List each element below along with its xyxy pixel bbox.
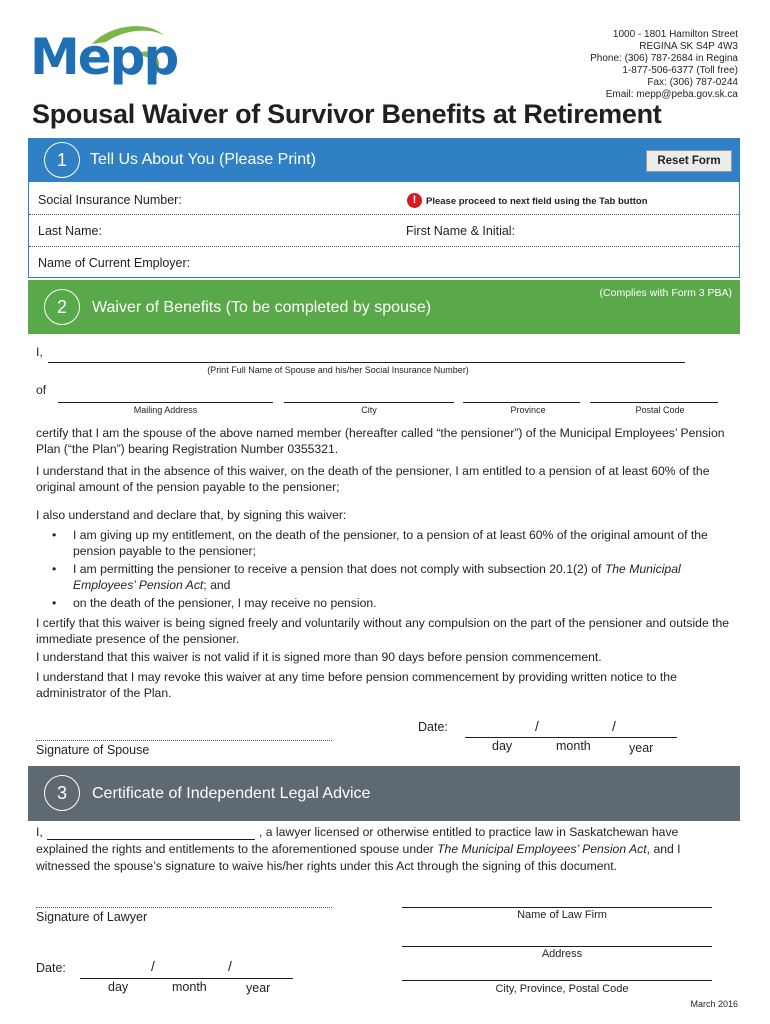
address-line: Email: mepp@peba.gov.sk.ca bbox=[605, 89, 738, 100]
of-label: of bbox=[36, 383, 47, 397]
address-label: Address bbox=[541, 948, 583, 960]
province-line bbox=[463, 402, 580, 403]
text-part: , and I bbox=[646, 842, 681, 856]
section2-header bbox=[28, 280, 740, 334]
sin-label: Social Insurance Number: bbox=[38, 193, 182, 207]
month-caption: month bbox=[172, 980, 207, 994]
date-label: Date: bbox=[418, 720, 448, 734]
declare-paragraph: I also understand and declare that, by signing this waiver: bbox=[36, 508, 347, 522]
last-name-input[interactable] bbox=[29, 215, 397, 246]
mailing-address-input[interactable] bbox=[58, 382, 273, 402]
lawyer-paragraph: witnessed the spouse’s signature to waive his/her rights under this Act through the signing of this document. bbox=[36, 859, 618, 873]
validity-paragraph: I understand that this waiver is not valid if it is signed more than 90 days before pension commencement. bbox=[36, 650, 602, 664]
address-line: 1-877-506-6377 (Toll free) bbox=[622, 65, 738, 76]
logo-text: Mepp bbox=[30, 28, 178, 86]
lawyer-paragraph: , a lawyer licensed or otherwise entitled to practice law in Saskatchewan have bbox=[259, 825, 679, 839]
lawyer-signature-line bbox=[36, 907, 332, 908]
lawyer-date-input[interactable] bbox=[80, 958, 293, 978]
contact-address bbox=[590, 29, 738, 101]
date-line bbox=[465, 737, 677, 738]
year-caption: year bbox=[246, 981, 271, 995]
voluntary-paragraph: I certify that this waiver is being signed freely and voluntarily without any compulsion on the part of the pensioner and outside the immediate presence of the pensioner. bbox=[36, 616, 730, 646]
bullet-text bbox=[73, 562, 733, 593]
date-label: Date: bbox=[36, 961, 66, 975]
section3-header bbox=[28, 766, 740, 821]
last-name-label: Last Name: bbox=[38, 224, 102, 238]
lawyer-name-input[interactable] bbox=[47, 820, 255, 839]
section-title: Waiver of Benefits (To be completed by spouse) bbox=[92, 299, 432, 316]
postal-code-caption: Postal Code bbox=[635, 405, 685, 415]
city-province-label: City, Province, Postal Code bbox=[495, 983, 629, 995]
lawyer-signature-field[interactable] bbox=[36, 882, 332, 907]
month-caption: month bbox=[556, 739, 591, 753]
year-caption: year bbox=[629, 741, 654, 755]
section-number: 1 bbox=[44, 142, 80, 178]
law-firm-label: Name of Law Firm bbox=[517, 909, 607, 921]
first-name-input[interactable] bbox=[399, 215, 739, 246]
act-name: The Municipal Employees’ Pension Act bbox=[437, 842, 647, 856]
city-province-line bbox=[402, 980, 712, 981]
province-input[interactable] bbox=[463, 382, 580, 402]
reset-form-button[interactable]: Reset Form bbox=[646, 150, 732, 172]
law-firm-line bbox=[402, 907, 712, 908]
section1-fields bbox=[28, 182, 740, 278]
page-title: Spousal Waiver of Survivor Benefits at Retirement bbox=[32, 99, 662, 129]
postal-code-input[interactable] bbox=[590, 382, 718, 402]
text-part: explained the rights and entitlements to the aforementioned spouse under bbox=[36, 842, 438, 856]
city-province-input[interactable] bbox=[402, 960, 712, 980]
bullet-marker: • bbox=[52, 562, 57, 576]
day-caption: day bbox=[108, 980, 129, 994]
section1-header bbox=[28, 138, 740, 182]
date-line bbox=[80, 978, 293, 979]
complies-note: (Complies with Form 3 PBA) bbox=[599, 287, 732, 299]
province-caption: Province bbox=[510, 405, 546, 415]
day-caption: day bbox=[492, 739, 513, 753]
date-separator: / bbox=[612, 718, 616, 734]
exclamation-icon: ! bbox=[407, 193, 422, 208]
spouse-name-input[interactable] bbox=[48, 342, 685, 362]
bullet-marker: • bbox=[52, 596, 57, 610]
i-label: I, bbox=[36, 825, 43, 839]
date-separator: / bbox=[151, 958, 155, 974]
mailing-address-caption: Mailing Address bbox=[133, 405, 198, 415]
section-title: Tell Us About You (Please Print) bbox=[90, 151, 316, 168]
city-input[interactable] bbox=[284, 382, 454, 402]
bullet-text-part: ; and bbox=[203, 577, 231, 592]
spouse-name-caption: (Print Full Name of Spouse and his/her Social Insurance Number) bbox=[207, 365, 469, 375]
act-name: The Municipal Employees’ Pension Act bbox=[73, 562, 681, 592]
city-caption: City bbox=[361, 405, 377, 415]
lawyer-paragraph bbox=[36, 842, 736, 858]
law-firm-input[interactable] bbox=[402, 887, 712, 907]
spouse-date-input[interactable] bbox=[465, 717, 677, 737]
section-title: Certificate of Independent Legal Advice bbox=[92, 785, 371, 802]
form-date: March 2016 bbox=[690, 999, 738, 1009]
i-label: I, bbox=[36, 345, 43, 359]
revoke-paragraph: I understand that I may revoke this waiver at any time before pension commencement by providing written notice to the administrator of the Plan. bbox=[36, 670, 677, 700]
signature-of-lawyer-label: Signature of Lawyer bbox=[36, 910, 148, 924]
first-name-label: First Name & Initial: bbox=[406, 224, 516, 238]
spouse-signature-line bbox=[36, 740, 332, 741]
tab-warning-text: Please proceed to next field using the Tab button bbox=[426, 196, 648, 207]
spouse-name-line bbox=[48, 362, 685, 363]
bullet-text: I am giving up my entitlement, on the death of the pensioner, to a pension of at least 60% of the original amount of the pension payable to the pensioner; bbox=[73, 528, 708, 558]
entitlement-paragraph: I understand that in the absence of this waiver, on the death of the pensioner, I am entitled to a pension of at least 60% of the original amount of the pension payable to the pensioner; bbox=[36, 464, 710, 494]
section-number: 3 bbox=[44, 775, 80, 811]
address-line: 1000 - 1801 Hamilton Street bbox=[612, 29, 738, 40]
postal-code-line bbox=[590, 402, 718, 403]
lawyer-name-line bbox=[47, 839, 255, 840]
section-number: 2 bbox=[44, 289, 80, 325]
address-line: Fax: (306) 787-0244 bbox=[647, 77, 738, 88]
mailing-address-line bbox=[58, 402, 273, 403]
address-line: REGINA SK S4P 4W3 bbox=[639, 41, 738, 52]
date-separator: / bbox=[228, 958, 232, 974]
certify-paragraph: certify that I am the spouse of the above named member (hereafter called “the pensioner”) of the Municipal Employees’ Pension Plan (“the Plan”) bearing Registration Number 0355321. bbox=[36, 426, 725, 456]
bullet-text-part: I am permitting the pensioner to receive a pension that does not comply with subsection 20.1(2) of bbox=[73, 562, 605, 576]
employer-label: Name of Current Employer: bbox=[38, 256, 191, 270]
address-line: Phone: (306) 787-2684 in Regina bbox=[590, 53, 738, 64]
bullet-text: on the death of the pensioner, I may receive no pension. bbox=[73, 596, 377, 610]
signature-of-spouse-label: Signature of Spouse bbox=[36, 743, 150, 757]
employer-input[interactable] bbox=[29, 247, 739, 277]
law-firm-address-input[interactable] bbox=[402, 926, 712, 946]
address-line bbox=[402, 946, 712, 947]
city-line bbox=[284, 402, 454, 403]
bullet-marker: • bbox=[52, 528, 57, 542]
sin-input[interactable] bbox=[29, 182, 739, 214]
spouse-signature-field[interactable] bbox=[36, 714, 332, 740]
date-separator: / bbox=[535, 718, 539, 734]
